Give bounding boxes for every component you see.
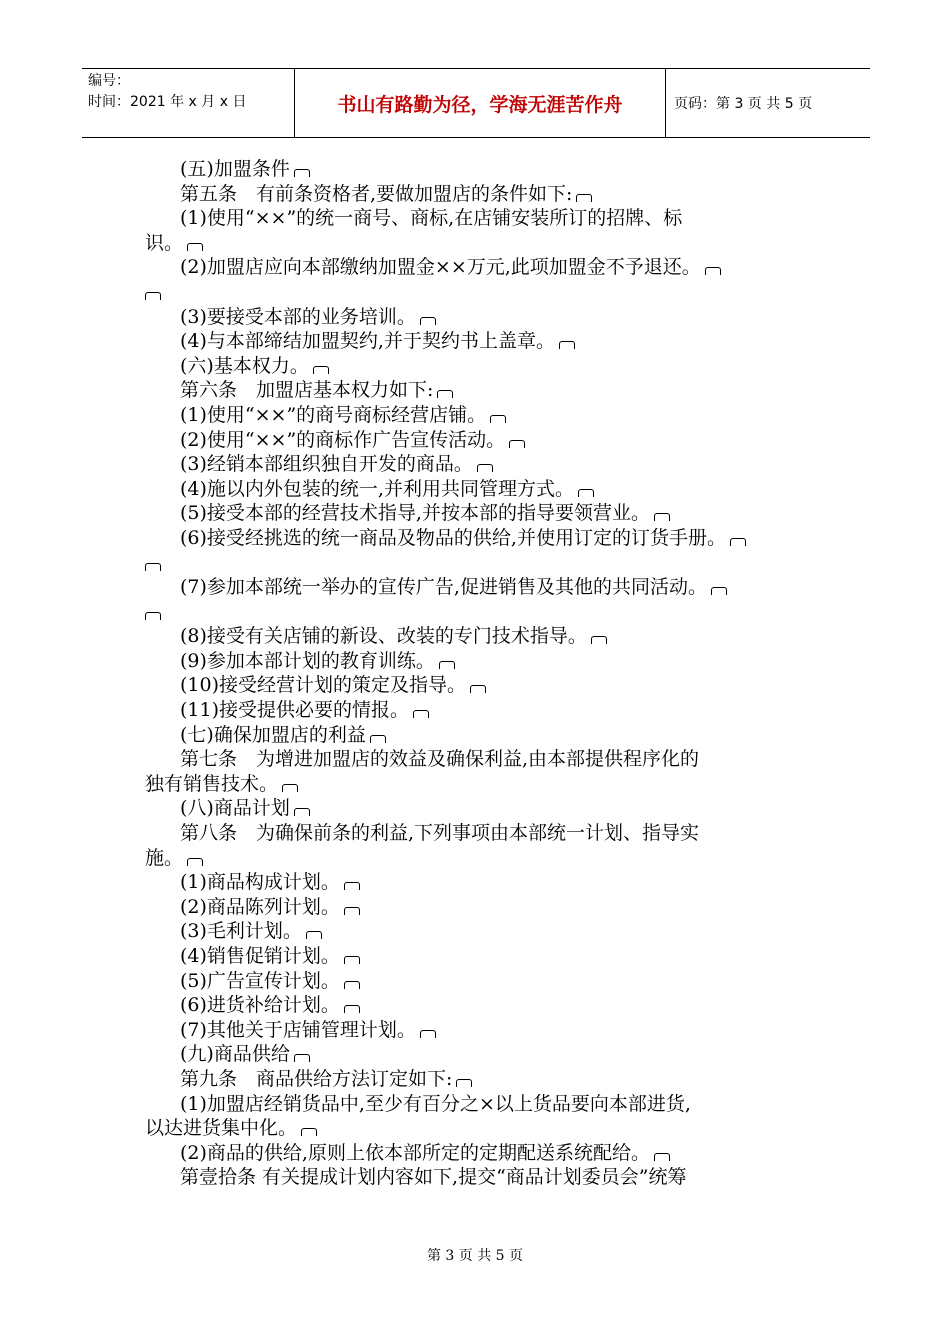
paragraph-mark-icon [456,1079,472,1087]
document-number-label: 编号： [88,73,130,89]
text-line-content: (7)其他关于店铺管理计划。 [180,1018,416,1041]
text-line-content: (7)参加本部统一举办的宣传广告,促进销售及其他的共同活动。 [180,576,707,599]
paragraph-mark-icon [490,415,506,423]
text-line [145,526,810,551]
text-line-content: (八)商品计划 [180,797,290,820]
page-footer: 第 3 页 共 5 页 [426,1248,524,1264]
paragraph-mark-icon [370,735,386,743]
text-line-content: (2)商品陈列计划。 [180,895,340,918]
paragraph-mark-icon [477,464,493,472]
paragraph-mark-icon [439,661,455,669]
text-line-content: (2)商品的供给,原则上依本部所定的定期配送系统配给。 [180,1141,650,1164]
text-line [145,329,810,354]
text-line-content: 施。 [145,846,184,869]
text-line [145,919,810,944]
paragraph-mark-icon [301,1128,317,1136]
paragraph-mark-icon [294,169,310,177]
text-line-content: (3)毛利计划。 [180,920,302,943]
text-line [145,1067,810,1092]
paragraph-mark-icon [420,1030,436,1038]
text-line-content: (1)使用“××”的商号商标经营店铺。 [180,403,487,426]
paragraph-mark-icon [509,440,525,448]
paragraph-mark-icon [282,784,298,792]
text-line-content: 第六条 加盟店基本权力如下: [180,379,434,402]
document-time-label: 时间：2021 年 x 月 x 日 [88,94,247,110]
text-line [145,501,810,526]
text-line-content: (4)销售促销计划。 [180,945,340,967]
text-line-content: (3)经销本部组织独自开发的商品。 [180,453,473,476]
text-line [145,1165,810,1190]
paragraph-mark-icon [591,636,607,644]
paragraph-mark-icon [344,1005,360,1013]
text-line [145,747,810,772]
paragraph-mark-icon [420,317,436,325]
text-line [145,624,810,649]
text-line [145,403,810,428]
text-line-content: (4)与本部缔结加盟契约,并于契约书上盖章。 [180,330,555,353]
text-line-content: (2)加盟店应向本部缴纳加盟金××万元,此项加盟金不予退还。 [180,256,701,279]
text-line-content: (10)接受经营计划的策定及指导。 [180,674,467,697]
text-line [145,723,810,748]
text-line [145,944,810,969]
paragraph-mark-icon [294,808,310,816]
text-line [145,600,810,625]
text-line [145,1116,810,1141]
paragraph-mark-icon [705,267,721,275]
page-header [82,68,870,138]
text-line-content: (4)施以内外包装的统一,并利用共同管理方式。 [180,477,574,500]
text-line [145,206,810,231]
text-line-content: (1)使用“××”的统一商号、商标,在店铺安装所订的招牌、标 [180,207,683,230]
text-line-content: 识。 [145,231,184,254]
text-line [145,1092,810,1117]
paragraph-mark-icon [437,390,453,398]
document-body [145,157,810,1190]
text-line-content: (9)参加本部计划的教育训练。 [180,649,435,672]
text-line [145,846,810,871]
text-line-content: (六)基本权力。 [180,354,309,377]
paragraph-mark-icon [711,587,727,595]
text-line [145,354,810,379]
paragraph-mark-icon [344,882,360,890]
text-line [145,821,810,846]
text-line-content: (11)接受提供必要的情报。 [180,699,410,722]
text-line-content: (1)商品构成计划。 [180,871,340,894]
paragraph-mark-icon [187,243,203,251]
text-line [145,772,810,797]
text-line [145,993,810,1018]
text-line [145,649,810,674]
text-line-content: (6)进货补给计划。 [180,994,340,1017]
paragraph-mark-icon [145,563,161,571]
text-line [145,1141,810,1166]
paragraph-mark-icon [187,858,203,866]
text-line-content: (5)广告宣传计划。 [180,969,340,992]
text-line [145,870,810,895]
text-line [145,673,810,698]
text-line [145,452,810,477]
text-line-content: 第壹拾条 有关提成计划内容如下,提交“商品计划委员会”统筹 [180,1166,687,1189]
text-line [145,796,810,821]
paragraph-mark-icon [145,612,161,620]
text-line [145,182,810,207]
text-line-content: (1)加盟店经销货品中,至少有百分之×以上货品要向本部进货, [180,1092,691,1115]
paragraph-mark-icon [654,513,670,521]
paragraph-mark-icon [306,931,322,939]
text-line [145,698,810,723]
header-page-label: 页码：第 3 页 共 5 页 [674,96,813,112]
text-line-content: (五)加盟条件 [180,158,290,180]
text-line [145,575,810,600]
header-meta [82,69,294,137]
paragraph-mark-icon [413,710,429,718]
paragraph-mark-icon [344,956,360,964]
text-line-content: (七)确保加盟店的利益 [180,723,366,746]
text-line [145,1042,810,1067]
text-line-content: 第九条 商品供给方法订定如下: [180,1067,453,1090]
paragraph-mark-icon [730,538,746,546]
text-line [145,378,810,403]
text-line-content: 第七条 为增进加盟店的效益及确保利益,由本部提供程序化的 [180,748,700,771]
text-line [145,969,810,994]
text-line-content: (5)接受本部的经营技术指导,并按本部的指导要领营业。 [180,502,650,525]
paragraph-mark-icon [559,341,575,349]
text-line [145,551,810,576]
text-line-content: (九)商品供给 [180,1043,290,1066]
header-motto: 书山有路勤为径，学海无涯苦作舟 [294,69,666,137]
text-line [145,428,810,453]
paragraph-mark-icon [470,685,486,693]
paragraph-mark-icon [294,1054,310,1062]
text-line-content: 第八条 为确保前条的利益,下列事项由本部统一计划、指导实 [180,822,700,845]
text-line [145,477,810,502]
paragraph-mark-icon [654,1153,670,1161]
text-line-content: 以达进货集中化。 [145,1117,298,1140]
text-line [145,305,810,330]
text-line [145,1018,810,1043]
paragraph-mark-icon [145,292,161,300]
text-line [145,280,810,305]
paragraph-mark-icon [344,907,360,915]
text-line [145,255,810,280]
text-line-content: (2)使用“××”的商标作广告宣传活动。 [180,428,506,451]
text-line-content: (6)接受经挑选的统一商品及物品的供给,并使用订定的订货手册。 [180,526,726,549]
text-line [145,157,810,182]
text-line-content: (3)要接受本部的业务培训。 [180,305,416,328]
paragraph-mark-icon [313,366,329,374]
paragraph-mark-icon [576,194,592,202]
paragraph-mark-icon [578,489,594,497]
paragraph-mark-icon [344,981,360,989]
text-line-content: 第五条 有前条资格者,要做加盟店的条件如下: [180,182,573,205]
text-line [145,895,810,920]
text-line-content: 独有销售技术。 [145,772,279,795]
text-line-content: (8)接受有关店铺的新设、改装的专门技术指导。 [180,625,587,648]
text-line [145,231,810,256]
